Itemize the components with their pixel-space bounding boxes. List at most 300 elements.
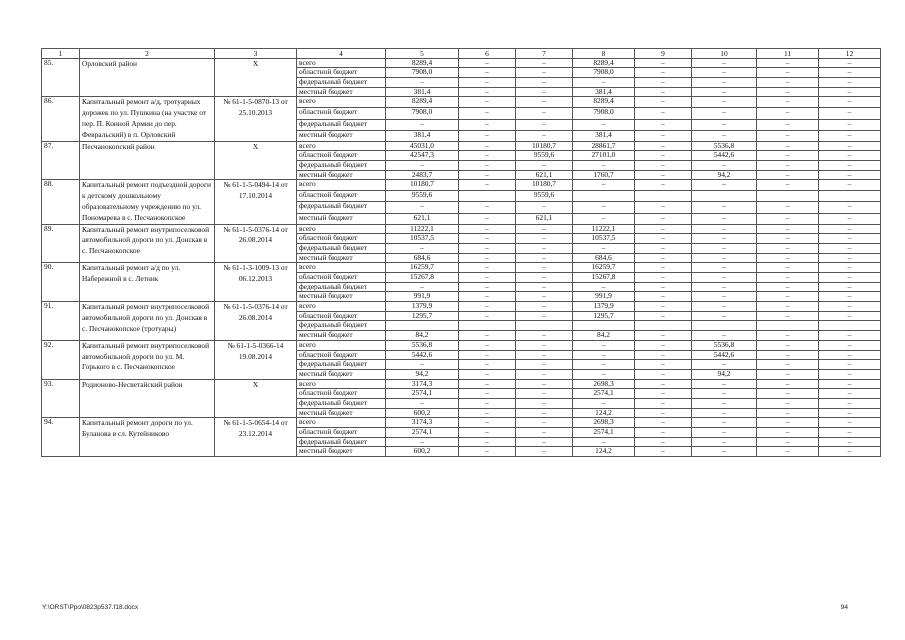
amount-cell: – bbox=[692, 292, 757, 302]
amount-cell: – bbox=[516, 379, 573, 389]
funding-source-cell: всего bbox=[297, 379, 386, 389]
header-cell: 6 bbox=[459, 49, 516, 59]
amount-cell: – bbox=[516, 234, 573, 244]
amount-cell: – bbox=[692, 302, 757, 312]
amount-cell: – bbox=[516, 68, 573, 78]
amount-cell: 8289,4 bbox=[573, 97, 635, 108]
amount-cell: – bbox=[692, 273, 757, 283]
funding-source-cell: федеральный бюджет bbox=[297, 78, 386, 88]
funding-source-cell: областной бюджет bbox=[297, 108, 386, 119]
amount-cell: – bbox=[819, 447, 881, 457]
amount-cell: – bbox=[459, 108, 516, 119]
amount-cell: 1295,7 bbox=[573, 311, 635, 321]
object-name-cell: Песчанокопский район bbox=[80, 141, 215, 180]
amount-cell: 45031,0 bbox=[386, 141, 459, 151]
funding-source-cell: федеральный бюджет bbox=[297, 202, 386, 213]
amount-cell: – bbox=[516, 389, 573, 399]
row-number-cell: 94. bbox=[42, 418, 80, 457]
amount-cell bbox=[635, 191, 692, 202]
amount-cell: – bbox=[757, 437, 819, 447]
amount-cell: – bbox=[819, 437, 881, 447]
funding-source-cell: всего bbox=[297, 418, 386, 428]
amount-cell: – bbox=[459, 119, 516, 130]
amount-cell: – bbox=[386, 282, 459, 292]
amount-cell: – bbox=[757, 360, 819, 370]
row-number-cell: 88. bbox=[42, 180, 80, 224]
amount-cell: – bbox=[757, 180, 819, 191]
amount-cell: – bbox=[635, 87, 692, 97]
amount-cell: – bbox=[635, 170, 692, 180]
amount-cell: 5442,6 bbox=[692, 350, 757, 360]
funding-source-cell: федеральный бюджет bbox=[297, 282, 386, 292]
amount-cell: – bbox=[692, 428, 757, 438]
amount-cell: 10180,7 bbox=[386, 180, 459, 191]
funding-source-cell: всего bbox=[297, 224, 386, 234]
amount-cell: – bbox=[819, 161, 881, 171]
amount-cell: 7908,0 bbox=[386, 108, 459, 119]
amount-cell: – bbox=[757, 108, 819, 119]
amount-cell bbox=[692, 321, 757, 331]
amount-cell: – bbox=[516, 273, 573, 283]
amount-cell: 94,2 bbox=[386, 369, 459, 379]
amount-cell: – bbox=[459, 263, 516, 273]
amount-cell: – bbox=[757, 151, 819, 161]
amount-cell: – bbox=[757, 350, 819, 360]
row-number-cell: 89. bbox=[42, 224, 80, 263]
amount-cell: – bbox=[459, 428, 516, 438]
amount-cell: – bbox=[819, 170, 881, 180]
amount-cell: 5536,8 bbox=[386, 340, 459, 350]
amount-cell: – bbox=[459, 234, 516, 244]
amount-cell: – bbox=[819, 141, 881, 151]
document-number-cell: № 61-1-5-0376-14 от 26.08.2014 bbox=[215, 224, 297, 263]
amount-cell: – bbox=[635, 398, 692, 408]
funding-source-cell: областной бюджет bbox=[297, 428, 386, 438]
funding-source-cell: всего bbox=[297, 97, 386, 108]
budget-table bbox=[41, 48, 881, 457]
amount-cell: 7908,0 bbox=[573, 68, 635, 78]
amount-cell: – bbox=[459, 161, 516, 171]
amount-cell: 8289,4 bbox=[386, 97, 459, 108]
column-number-header bbox=[42, 49, 881, 59]
amount-cell: – bbox=[635, 302, 692, 312]
amount-cell: – bbox=[573, 202, 635, 213]
amount-cell: – bbox=[635, 273, 692, 283]
amount-cell: – bbox=[819, 360, 881, 370]
amount-cell: – bbox=[573, 360, 635, 370]
amount-cell: – bbox=[635, 311, 692, 321]
document-number-cell: № 61-1-5-0654-14 от 23.12.2014 bbox=[215, 418, 297, 457]
amount-cell: – bbox=[516, 78, 573, 88]
amount-cell: 42547,3 bbox=[386, 151, 459, 161]
object-name-cell: Капитальный ремонт внутрипоселковой автомобильной дороги по ул. Донская в с. Песчанокопское (тротуары) bbox=[80, 302, 215, 341]
amount-cell: – bbox=[459, 389, 516, 399]
amount-cell: – bbox=[757, 408, 819, 418]
amount-cell: 684,6 bbox=[573, 253, 635, 263]
table-row bbox=[42, 224, 881, 234]
amount-cell: – bbox=[819, 130, 881, 141]
funding-source-cell: областной бюджет bbox=[297, 350, 386, 360]
amount-cell: – bbox=[573, 180, 635, 191]
amount-cell: – bbox=[635, 408, 692, 418]
amount-cell: – bbox=[635, 389, 692, 399]
table-row bbox=[42, 141, 881, 151]
amount-cell: 94,2 bbox=[692, 170, 757, 180]
amount-cell: – bbox=[635, 202, 692, 213]
funding-source-cell: областной бюджет bbox=[297, 389, 386, 399]
amount-cell: 10537,5 bbox=[573, 234, 635, 244]
amount-cell: – bbox=[692, 418, 757, 428]
amount-cell: – bbox=[516, 418, 573, 428]
amount-cell: 28861,7 bbox=[573, 141, 635, 151]
amount-cell: – bbox=[757, 78, 819, 88]
header-cell: 10 bbox=[692, 49, 757, 59]
amount-cell: – bbox=[819, 202, 881, 213]
header-cell: 3 bbox=[215, 49, 297, 59]
document-number-cell: № 61-1-5-0494-14 от 17.10.2014 bbox=[215, 180, 297, 224]
amount-cell: 1760,7 bbox=[573, 170, 635, 180]
funding-source-cell: федеральный бюджет bbox=[297, 360, 386, 370]
amount-cell: – bbox=[819, 68, 881, 78]
amount-cell: 2574,1 bbox=[386, 389, 459, 399]
amount-cell: – bbox=[386, 119, 459, 130]
amount-cell: – bbox=[819, 224, 881, 234]
table-row bbox=[42, 58, 881, 68]
amount-cell: – bbox=[819, 273, 881, 283]
funding-source-cell: областной бюджет bbox=[297, 273, 386, 283]
table-row bbox=[42, 263, 881, 273]
page-number: 94 bbox=[840, 604, 848, 611]
amount-cell: – bbox=[635, 97, 692, 108]
funding-source-cell: местный бюджет bbox=[297, 292, 386, 302]
amount-cell: – bbox=[757, 68, 819, 78]
amount-cell: – bbox=[635, 253, 692, 263]
amount-cell: – bbox=[635, 282, 692, 292]
amount-cell: – bbox=[516, 282, 573, 292]
amount-cell: – bbox=[516, 369, 573, 379]
amount-cell: – bbox=[819, 87, 881, 97]
amount-cell: – bbox=[757, 447, 819, 457]
amount-cell: – bbox=[635, 379, 692, 389]
object-name-cell: Капитальный ремонт а/д, тротуарных дорожек по ул. Пушкина (на участке от пер. П. Конной Армии до пер. Февральский) в п. Орловский bbox=[80, 97, 215, 141]
amount-cell: – bbox=[635, 151, 692, 161]
funding-source-cell: областной бюджет bbox=[297, 151, 386, 161]
amount-cell: – bbox=[692, 447, 757, 457]
header-cell: 8 bbox=[573, 49, 635, 59]
object-name-cell: Капитальный ремонт дороги по ул. Буланова в сл. Кутейниково bbox=[80, 418, 215, 457]
amount-cell bbox=[757, 191, 819, 202]
amount-cell: – bbox=[386, 437, 459, 447]
amount-cell: – bbox=[692, 234, 757, 244]
amount-cell: – bbox=[516, 119, 573, 130]
amount-cell: – bbox=[635, 180, 692, 191]
amount-cell: – bbox=[459, 180, 516, 191]
amount-cell: 3174,3 bbox=[386, 418, 459, 428]
amount-cell: 10537,5 bbox=[386, 234, 459, 244]
amount-cell: – bbox=[819, 418, 881, 428]
amount-cell: 94,2 bbox=[692, 369, 757, 379]
amount-cell: – bbox=[516, 428, 573, 438]
amount-cell: – bbox=[692, 398, 757, 408]
amount-cell: – bbox=[692, 68, 757, 78]
amount-cell: – bbox=[819, 369, 881, 379]
amount-cell: – bbox=[819, 213, 881, 224]
amount-cell: – bbox=[692, 408, 757, 418]
amount-cell: – bbox=[757, 119, 819, 130]
amount-cell: 621,1 bbox=[516, 213, 573, 224]
amount-cell: – bbox=[757, 418, 819, 428]
document-number-cell: № 61-1-5-0366-14 19.08.2014 bbox=[215, 340, 297, 379]
amount-cell: – bbox=[635, 58, 692, 68]
amount-cell: – bbox=[819, 311, 881, 321]
amount-cell: – bbox=[386, 202, 459, 213]
amount-cell: – bbox=[635, 340, 692, 350]
amount-cell: – bbox=[573, 282, 635, 292]
object-name-cell: Капитальный ремонт внутрипоселковой автомобильной дороги по ул. Донская в с. Песчанокопское bbox=[80, 224, 215, 263]
amount-cell bbox=[573, 191, 635, 202]
amount-cell: 7908,0 bbox=[573, 108, 635, 119]
amount-cell: – bbox=[757, 130, 819, 141]
amount-cell: – bbox=[692, 253, 757, 263]
amount-cell: – bbox=[635, 78, 692, 88]
amount-cell: 9559,6 bbox=[516, 191, 573, 202]
amount-cell: – bbox=[386, 78, 459, 88]
funding-source-cell: местный бюджет bbox=[297, 331, 386, 341]
amount-cell: – bbox=[757, 340, 819, 350]
amount-cell: 2574,1 bbox=[386, 428, 459, 438]
amount-cell: – bbox=[819, 180, 881, 191]
amount-cell: – bbox=[573, 161, 635, 171]
amount-cell: – bbox=[635, 108, 692, 119]
document-number-cell: № 61-1-5-0870-13 от 25.10.2013 bbox=[215, 97, 297, 141]
amount-cell: – bbox=[757, 202, 819, 213]
amount-cell: – bbox=[516, 130, 573, 141]
object-name-cell: Капитальный ремонт подъездной дороги к детскому дошкольному образовательному учреждению по ул. Пономарева в с. Песчанокопское bbox=[80, 180, 215, 224]
table-row bbox=[42, 340, 881, 350]
amount-cell: – bbox=[459, 408, 516, 418]
header-cell: 5 bbox=[386, 49, 459, 59]
amount-cell: – bbox=[635, 234, 692, 244]
amount-cell: – bbox=[819, 331, 881, 341]
object-name-cell: Капитальный ремонт а/д по ул. Набережной в с. Летник bbox=[80, 263, 215, 302]
amount-cell: – bbox=[459, 273, 516, 283]
amount-cell: – bbox=[819, 302, 881, 312]
document-number-cell: X bbox=[215, 379, 297, 418]
amount-cell: – bbox=[635, 224, 692, 234]
amount-cell: – bbox=[573, 119, 635, 130]
amount-cell: – bbox=[459, 331, 516, 341]
amount-cell: – bbox=[459, 418, 516, 428]
amount-cell: – bbox=[819, 243, 881, 253]
amount-cell: – bbox=[819, 78, 881, 88]
amount-cell: – bbox=[573, 350, 635, 360]
amount-cell: – bbox=[692, 389, 757, 399]
amount-cell: – bbox=[692, 379, 757, 389]
amount-cell: – bbox=[573, 340, 635, 350]
amount-cell: – bbox=[459, 243, 516, 253]
amount-cell: – bbox=[459, 447, 516, 457]
amount-cell: 124,2 bbox=[573, 447, 635, 457]
amount-cell: – bbox=[757, 389, 819, 399]
amount-cell bbox=[516, 321, 573, 331]
amount-cell bbox=[819, 191, 881, 202]
amount-cell: – bbox=[757, 253, 819, 263]
amount-cell: 5536,8 bbox=[692, 340, 757, 350]
amount-cell: – bbox=[757, 161, 819, 171]
amount-cell: – bbox=[516, 360, 573, 370]
amount-cell bbox=[386, 321, 459, 331]
funding-source-cell: всего bbox=[297, 340, 386, 350]
object-name-cell: Родионово-Несветайский район bbox=[80, 379, 215, 418]
amount-cell: – bbox=[819, 379, 881, 389]
funding-source-cell: областной бюджет bbox=[297, 68, 386, 78]
row-number-cell: 93. bbox=[42, 379, 80, 418]
funding-source-cell: всего bbox=[297, 302, 386, 312]
amount-cell bbox=[459, 191, 516, 202]
amount-cell: – bbox=[516, 292, 573, 302]
amount-cell: 381,4 bbox=[386, 130, 459, 141]
amount-cell bbox=[573, 321, 635, 331]
amount-cell: – bbox=[757, 379, 819, 389]
amount-cell: – bbox=[819, 350, 881, 360]
amount-cell: – bbox=[635, 161, 692, 171]
amount-cell: – bbox=[516, 202, 573, 213]
amount-cell: 15267,8 bbox=[573, 273, 635, 283]
funding-source-cell: местный бюджет bbox=[297, 253, 386, 263]
amount-cell: – bbox=[573, 243, 635, 253]
amount-cell: – bbox=[692, 360, 757, 370]
header-cell: 9 bbox=[635, 49, 692, 59]
amount-cell: – bbox=[516, 302, 573, 312]
funding-source-cell: местный бюджет bbox=[297, 447, 386, 457]
amount-cell: – bbox=[516, 108, 573, 119]
amount-cell: – bbox=[757, 263, 819, 273]
amount-cell: – bbox=[459, 78, 516, 88]
amount-cell: – bbox=[459, 350, 516, 360]
amount-cell: – bbox=[819, 282, 881, 292]
amount-cell: – bbox=[692, 213, 757, 224]
amount-cell: – bbox=[516, 398, 573, 408]
amount-cell: – bbox=[459, 311, 516, 321]
amount-cell: 621,1 bbox=[516, 170, 573, 180]
header-cell: 2 bbox=[80, 49, 215, 59]
amount-cell: – bbox=[819, 389, 881, 399]
amount-cell: – bbox=[459, 151, 516, 161]
amount-cell: 2698,3 bbox=[573, 418, 635, 428]
amount-cell: – bbox=[459, 360, 516, 370]
amount-cell: – bbox=[516, 243, 573, 253]
funding-source-cell: местный бюджет bbox=[297, 130, 386, 141]
amount-cell: – bbox=[459, 87, 516, 97]
object-name-cell: Капитальный ремонт внутрипоселковой автомобильной дороги по ул. М. Горького в с. Песчанокопское bbox=[80, 340, 215, 379]
amount-cell: – bbox=[573, 398, 635, 408]
amount-cell: – bbox=[386, 360, 459, 370]
table-row bbox=[42, 418, 881, 428]
funding-source-cell: федеральный бюджет bbox=[297, 321, 386, 331]
header-cell: 12 bbox=[819, 49, 881, 59]
amount-cell: 991,9 bbox=[386, 292, 459, 302]
document-number-cell: X bbox=[215, 58, 297, 97]
row-number-cell: 92. bbox=[42, 340, 80, 379]
amount-cell: – bbox=[573, 437, 635, 447]
amount-cell: – bbox=[819, 58, 881, 68]
amount-cell: – bbox=[516, 253, 573, 263]
table-row bbox=[42, 302, 881, 312]
amount-cell: – bbox=[516, 437, 573, 447]
amount-cell: 1379,9 bbox=[573, 302, 635, 312]
amount-cell: – bbox=[692, 97, 757, 108]
amount-cell: – bbox=[692, 282, 757, 292]
amount-cell: – bbox=[459, 398, 516, 408]
amount-cell: – bbox=[819, 263, 881, 273]
amount-cell: 600,2 bbox=[386, 447, 459, 457]
amount-cell: – bbox=[635, 68, 692, 78]
table-row bbox=[42, 180, 881, 191]
document-number-cell: X bbox=[215, 141, 297, 180]
amount-cell bbox=[819, 321, 881, 331]
amount-cell: – bbox=[459, 340, 516, 350]
amount-cell: – bbox=[819, 253, 881, 263]
amount-cell: – bbox=[692, 108, 757, 119]
amount-cell: – bbox=[692, 331, 757, 341]
funding-source-cell: федеральный бюджет bbox=[297, 161, 386, 171]
document-number-cell: № 61-1-5-0376-14 от 26.08.2014 bbox=[215, 302, 297, 341]
amount-cell: – bbox=[516, 87, 573, 97]
amount-cell: 2483,7 bbox=[386, 170, 459, 180]
amount-cell: – bbox=[757, 273, 819, 283]
amount-cell: – bbox=[516, 331, 573, 341]
header-cell: 7 bbox=[516, 49, 573, 59]
funding-source-cell: местный бюджет bbox=[297, 408, 386, 418]
amount-cell bbox=[459, 321, 516, 331]
amount-cell: – bbox=[757, 87, 819, 97]
amount-cell: – bbox=[692, 263, 757, 273]
amount-cell: – bbox=[757, 141, 819, 151]
amount-cell: – bbox=[757, 224, 819, 234]
header-cell: 1 bbox=[42, 49, 80, 59]
amount-cell: – bbox=[459, 130, 516, 141]
document-table-container bbox=[41, 48, 854, 457]
amount-cell: 1295,7 bbox=[386, 311, 459, 321]
amount-cell: – bbox=[459, 141, 516, 151]
amount-cell: – bbox=[516, 263, 573, 273]
amount-cell: – bbox=[692, 202, 757, 213]
amount-cell: – bbox=[819, 398, 881, 408]
funding-source-cell: всего bbox=[297, 180, 386, 191]
amount-cell bbox=[757, 321, 819, 331]
amount-cell: – bbox=[819, 97, 881, 108]
amount-cell: – bbox=[459, 282, 516, 292]
amount-cell: 8289,4 bbox=[573, 58, 635, 68]
amount-cell bbox=[692, 191, 757, 202]
amount-cell: 5442,6 bbox=[386, 350, 459, 360]
amount-cell: – bbox=[635, 263, 692, 273]
amount-cell: – bbox=[819, 151, 881, 161]
amount-cell: – bbox=[692, 437, 757, 447]
amount-cell: – bbox=[459, 213, 516, 224]
amount-cell: – bbox=[635, 369, 692, 379]
amount-cell: – bbox=[635, 418, 692, 428]
amount-cell: – bbox=[635, 141, 692, 151]
amount-cell: – bbox=[635, 119, 692, 130]
amount-cell: – bbox=[516, 97, 573, 108]
header-cell: 4 bbox=[297, 49, 386, 59]
amount-cell: – bbox=[459, 202, 516, 213]
amount-cell: – bbox=[635, 243, 692, 253]
amount-cell: – bbox=[819, 234, 881, 244]
amount-cell: – bbox=[459, 292, 516, 302]
amount-cell: 8289,4 bbox=[386, 58, 459, 68]
